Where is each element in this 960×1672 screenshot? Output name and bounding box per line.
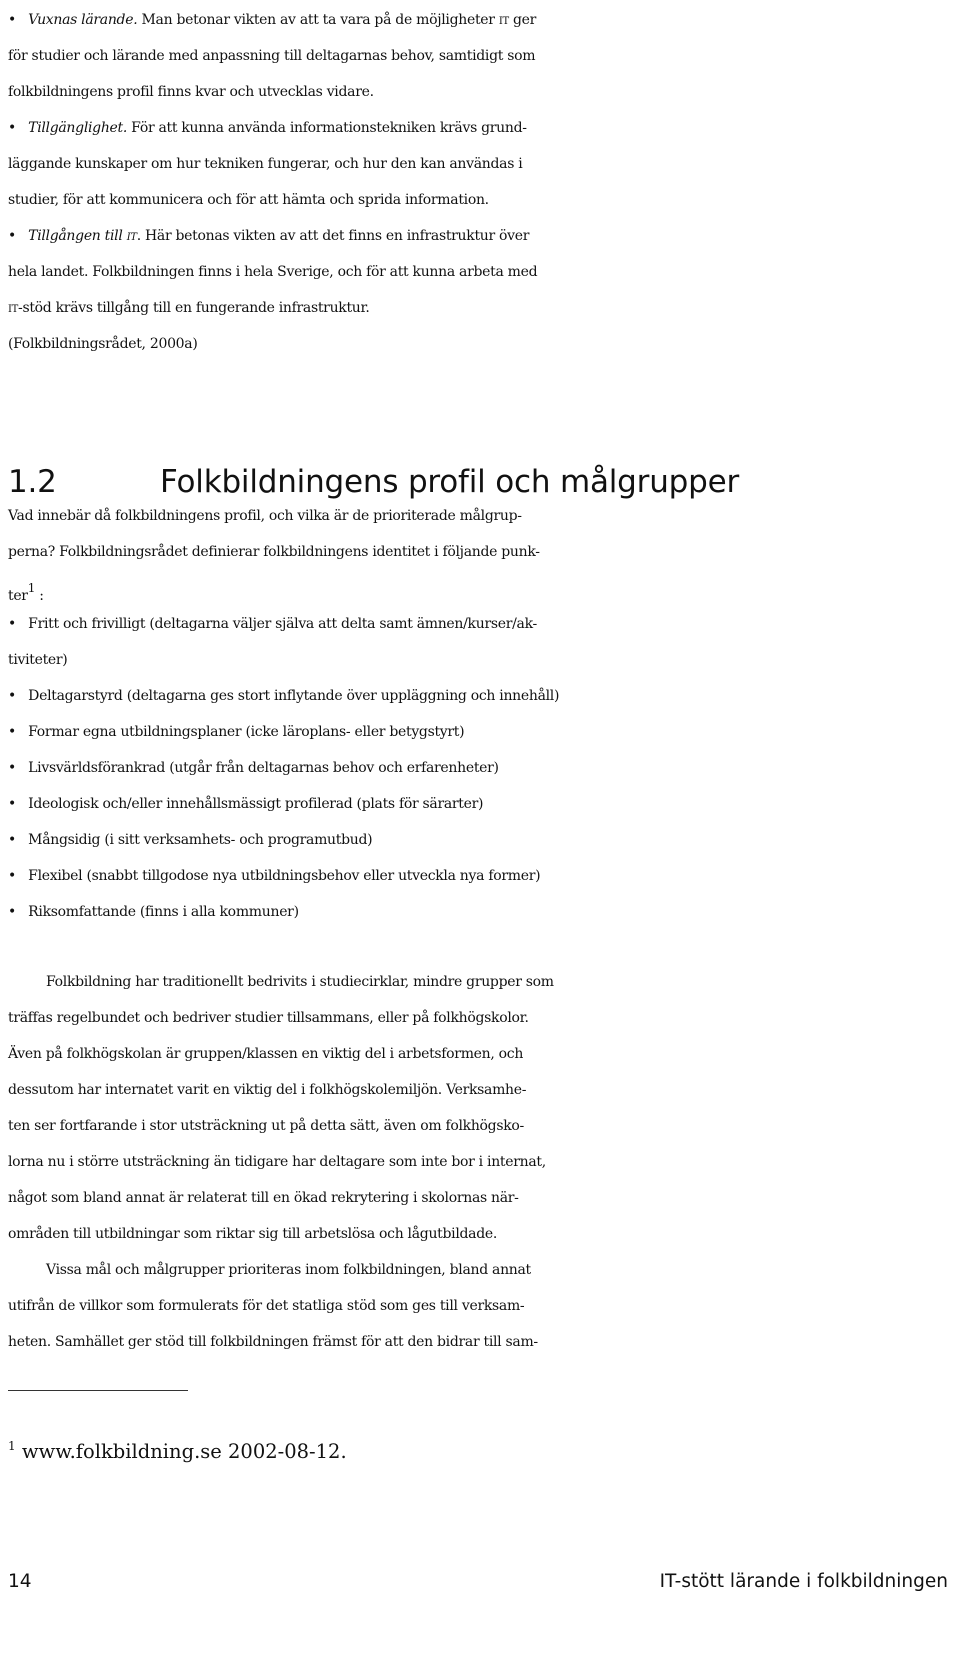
bullet-icon: • (8, 12, 16, 28)
bullet-icon: • (8, 724, 16, 740)
bullet-icon: • (8, 796, 16, 812)
bullet-icon: • (8, 120, 16, 136)
list-item: • Mångsidig (i sitt verksamhets- och programutbud) (8, 822, 950, 858)
list-item: • Livsvärldsförankrad (utgår från deltagarnas behov och erfarenheter) (8, 750, 950, 786)
running-title: IT-stött lärande i folkbildningen (659, 1571, 948, 1592)
bullet-icon: • (8, 616, 16, 632)
list-item-vuxnas-larande: • Vuxnas lärande. Man betonar vikten av att ta vara på de möjligheter it ger (8, 2, 950, 38)
bullet-icon: • (8, 868, 16, 884)
intro-paragraph: Vad innebär då folkbildningens profil, och vilka är de prioriterade målgrup- perna? Folkbildningsrådet definierar folkbildningens identitet i följande punk- ter1 : (8, 508, 540, 604)
body-paragraph-2: Vissa mål och målgrupper prioriteras inom folkbildningen, bland annat utifrån de villkor som formulerats för det statliga stöd som ges till verksam- heten. Samhället ger stöd till folkbildningen främst för att den bidrar till sam- (8, 1262, 538, 1350)
citation: (Folkbildningsrådet, 2000a) (8, 336, 198, 352)
page-number: 14 (8, 1571, 32, 1592)
bullet-icon: • (8, 760, 16, 776)
bullet-icon: • (8, 832, 16, 848)
bullet-icon: • (8, 228, 16, 244)
list-item-tillganglighet: • Tillgänglighet. För att kunna använda informationstekniken krävs grund- (8, 110, 950, 146)
footnote-marker: 1 (8, 1439, 16, 1453)
footnote-separator (8, 1390, 188, 1391)
bullet-icon: • (8, 904, 16, 920)
list-item-tillgangen-till-it: • Tillgången till it. Här betonas vikten av att det finns en infrastruktur över (8, 218, 950, 254)
list-item: • Flexibel (snabbt tillgodose nya utbildningsbehov eller utveckla nya former) (8, 858, 950, 894)
list-item: • Riksomfattande (finns i alla kommuner) (8, 894, 950, 930)
section-number: 1.2 (8, 464, 57, 500)
footnote (8, 1430, 347, 1462)
list-item: • Deltagarstyrd (deltagarna ges stort inflytande över uppläggning och innehåll) (8, 678, 950, 714)
footnote-text: www.folkbildning.se 2002-08-12. (15, 1440, 347, 1463)
footnote-reference[interactable]: 1 (27, 581, 36, 595)
list-item: • Formar egna utbildningsplaner (icke läroplans- eller betygstyrt) (8, 714, 950, 750)
body-paragraph-1: Folkbildning har traditionellt bedrivits i studiecirklar, mindre grupper som träffas regelbundet och bedriver studier tillsammans, eller på folkhögskolor. Även på folkhögskolan är gruppen/klassen en viktig del i arbetsformen, och dessutom har internatet varit en viktig del i folkhögskolemiljön. Verksamhe- ten ser fortfarande i stor utsträckning ut på detta sätt, även om folkhögsko- lorna nu i större utsträckning än tidigare har deltagare som inte bor i internat, något som bland annat är relaterat till en ökad rekrytering i skolornas när- områden till utbildningar som riktar sig till arbetslösa och lågutbildade. (8, 974, 554, 1242)
list-item: • Ideologisk och/eller innehållsmässigt profilerad (plats för särarter) (8, 786, 950, 822)
list-item: • Fritt och frivilligt (deltagarna väljer själva att delta samt ämnen/kurser/ak- (8, 606, 950, 642)
section-title: Folkbildningens profil och målgrupper (160, 464, 740, 500)
bullet-icon: • (8, 688, 16, 704)
profile-list: • Fritt och frivilligt (deltagarna väljer själva att delta samt ämnen/kurser/ak- tiviteter) • Deltagarstyrd (deltagarna ges stort inflytande över uppläggning och innehåll) • Formar egna utbildningsplaner (icke läroplans- eller betygstyrt) • Livsvärldsförankrad (utgår från deltagarnas behov och erfarenheter) • Ideologisk och/eller innehållsmässigt profilerad (plats för särarter) • Mångsidig (i sitt verksamhets- och programutbud) • Flexibel (snabbt tillgodose nya utbildningsbehov eller utveckla nya former) • Riksomfattande (finns i alla kommuner) (8, 606, 950, 930)
it-goals-list: • Vuxnas lärande. Man betonar vikten av att ta vara på de möjligheter it ger för studier och lärande med anpassning till deltagarnas behov, samtidigt som folkbildningens profil finns kvar och utvecklas vidare. • Tillgänglighet. För att kunna använda informationstekniken krävs grund- läggande kunskaper om hur tekniken fungerar, och hur den kan användas i studier, för att kommunicera och för att hämta och sprida information. • Tillgången till it. Här betonas vikten av att det finns en infrastruktur över hela landet. Folkbildningen finns i hela Sverige, och för att kunna arbeta med it-stöd krävs tillgång till en fungerande infrastruktur. (Folkbildningsrådet, 2000a) (8, 2, 950, 362)
